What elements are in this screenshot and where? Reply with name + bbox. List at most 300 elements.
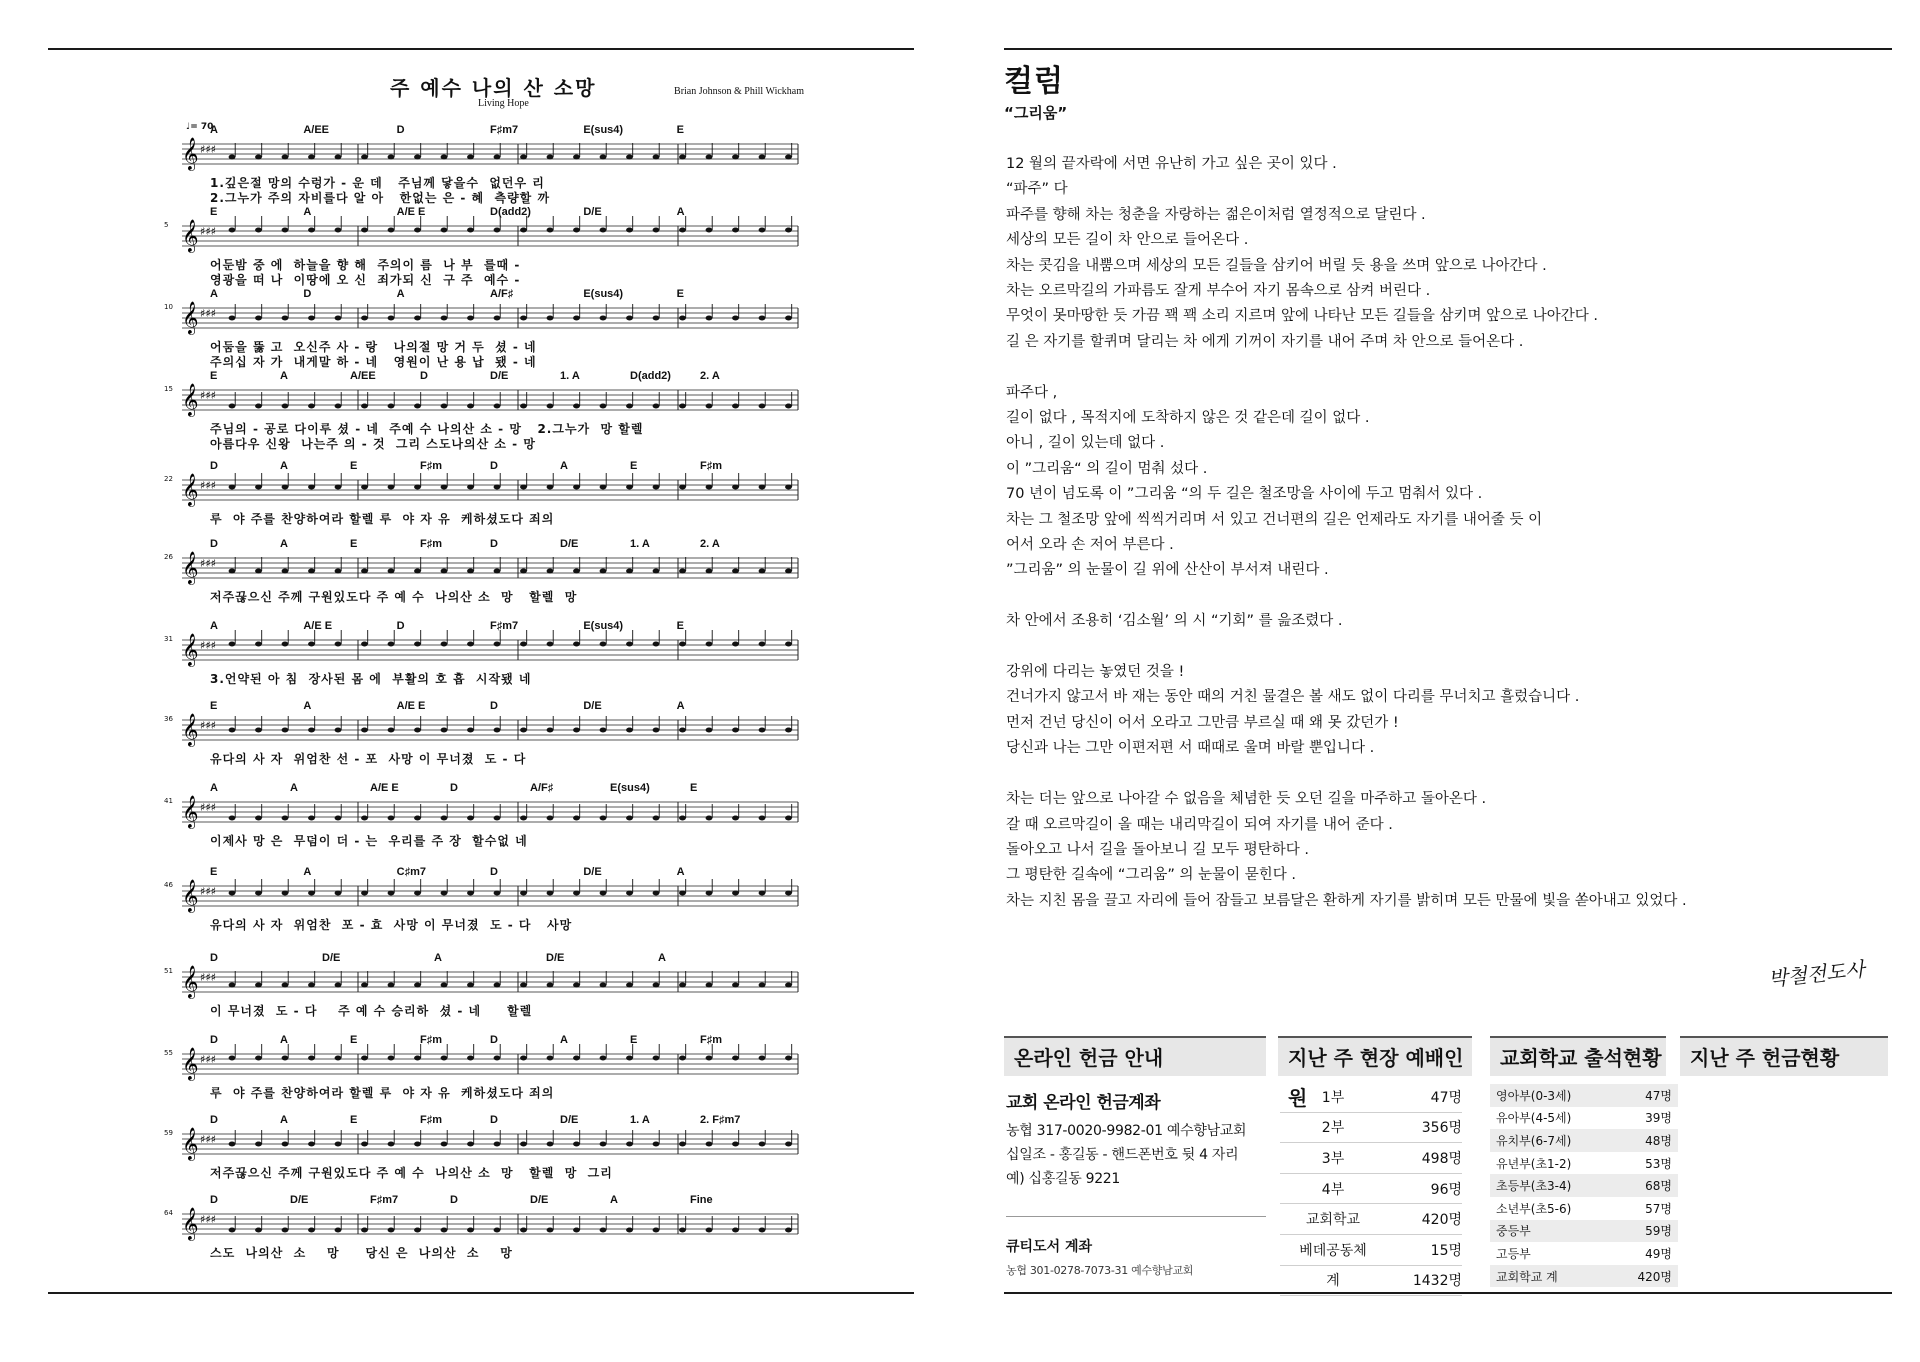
column-line: 길이 없다 , 목적지에 도착하지 않은 것 같은데 길이 없다 . xyxy=(1006,410,1370,427)
note-head xyxy=(573,316,580,321)
note-head xyxy=(600,642,607,647)
note-head xyxy=(414,228,421,233)
song-composer: Brian Johnson & Phill Wickham xyxy=(674,86,804,97)
note-head xyxy=(759,1142,766,1147)
note-head xyxy=(335,642,342,647)
note-head xyxy=(308,1142,315,1147)
measure-number: 41 xyxy=(164,797,173,805)
note-head xyxy=(494,228,501,233)
treble-clef-icon: 𝄞 xyxy=(182,473,199,506)
note-head xyxy=(706,728,713,733)
attendance-row xyxy=(1490,1174,1678,1197)
note-head xyxy=(308,642,315,647)
note-head xyxy=(441,816,448,821)
treble-clef-icon: 𝄞 xyxy=(182,1207,199,1240)
note-head xyxy=(361,485,368,490)
chord-symbol: D xyxy=(490,1114,498,1126)
lyric-line: 어둔밤 중 에 하늘을 향 해 주의이 름 나 부 를때 - xyxy=(210,258,521,272)
note-head xyxy=(573,983,580,988)
note-head xyxy=(229,404,236,409)
chord-symbol: A xyxy=(658,952,666,964)
note-head xyxy=(361,891,368,896)
measure-number: 36 xyxy=(164,715,173,723)
note-head xyxy=(494,569,501,574)
note-head xyxy=(361,569,368,574)
note-head xyxy=(282,404,289,409)
chord-symbol: E xyxy=(350,1114,358,1126)
chord-symbol: 2. A xyxy=(700,538,720,550)
attendance-count: 53명 xyxy=(1645,1156,1672,1171)
note-head xyxy=(308,891,315,896)
chord-symbol: D/E xyxy=(530,1194,549,1206)
chord-symbol: D(add2) xyxy=(490,206,531,218)
chord-symbol: 1. A xyxy=(560,370,580,382)
note-head xyxy=(573,642,580,647)
note-head xyxy=(229,485,236,490)
attendance-row xyxy=(1490,1242,1678,1265)
attendance-label: 4부 xyxy=(1280,1173,1386,1204)
attendance-row xyxy=(1280,1173,1462,1204)
note-head xyxy=(759,316,766,321)
music-system xyxy=(164,700,810,780)
note-head xyxy=(679,891,686,896)
chord-symbol: F♯m7 xyxy=(490,620,519,632)
note-head xyxy=(732,569,739,574)
note-head xyxy=(467,228,474,233)
note-head xyxy=(759,1056,766,1061)
note-head xyxy=(547,404,554,409)
note-head xyxy=(335,316,342,321)
note-head xyxy=(308,404,315,409)
chord-symbol: E xyxy=(350,1034,358,1046)
chord-symbol: F♯m xyxy=(420,1114,442,1126)
lyric-line: 2.그누가 주의 자비를다 알 아 한없는 은 - 혜 측량할 까 xyxy=(210,191,551,205)
chord-symbol: A/E E xyxy=(303,620,333,632)
column-line: 무엇이 못마땅한 듯 가끔 꽥 꽥 소리 지르며 앞에 나타난 모든 길들을 삼키며 앞으로 나아간다 . xyxy=(1006,308,1599,325)
note-head xyxy=(759,816,766,821)
note-head xyxy=(653,642,660,647)
note-head xyxy=(308,728,315,733)
chord-symbol: D/E xyxy=(546,952,565,964)
note-head xyxy=(679,728,686,733)
note-head xyxy=(282,1056,289,1061)
note-head xyxy=(732,228,739,233)
chord-symbol: Fine xyxy=(690,1194,713,1206)
column-line: 어서 오라 손 저어 부른다 . xyxy=(1006,537,1174,554)
top-rule-right xyxy=(1004,48,1892,50)
online-account-line: 농협 317-0020-9982-01 예수향남교회 xyxy=(1006,1123,1247,1139)
note-head xyxy=(229,228,236,233)
note-head xyxy=(520,1142,527,1147)
chord-symbol: F♯m7 xyxy=(370,1194,399,1206)
note-head xyxy=(335,1056,342,1061)
note-head xyxy=(255,404,262,409)
chord-symbol: D xyxy=(210,538,218,550)
note-head xyxy=(255,816,262,821)
lyric-line: 이 무너졌 도 - 다 주 예 수 승리하 셨 - 네 할렐 xyxy=(210,1004,533,1018)
attendance-label: 초등부(초3-4) xyxy=(1490,1174,1616,1197)
chord-symbol: E(sus4) xyxy=(583,288,624,300)
column-line: 70 년이 넘도록 이 ”그리움 “의 두 길은 철조망을 사이에 두고 멈춰서 있다 . xyxy=(1006,486,1483,503)
note-head xyxy=(229,569,236,574)
attendance-label: 교회학교 계 xyxy=(1490,1265,1616,1288)
chord-symbol: D/E xyxy=(322,952,341,964)
note-head xyxy=(547,1228,554,1233)
note-head xyxy=(785,1056,792,1061)
note-head xyxy=(547,228,554,233)
note-head xyxy=(361,228,368,233)
chord-symbol: D/E xyxy=(560,538,579,550)
chord-symbol: E xyxy=(350,538,358,550)
key-signature-icon: ♯♯♯ xyxy=(200,143,216,156)
song-title: 주 예수 나의 산 소망 xyxy=(390,76,597,100)
measure-number: 15 xyxy=(164,385,173,393)
note-head xyxy=(679,228,686,233)
note-head xyxy=(494,816,501,821)
music-system xyxy=(164,620,810,700)
chord-symbol: F♯m xyxy=(700,460,722,472)
chord-symbol: D/E xyxy=(583,206,602,218)
treble-clef-icon: 𝄞 xyxy=(182,219,199,252)
note-head xyxy=(282,316,289,321)
note-head xyxy=(653,728,660,733)
treble-clef-icon: 𝄞 xyxy=(182,301,199,334)
chord-symbol: D xyxy=(490,700,498,712)
note-head xyxy=(520,485,527,490)
column-body xyxy=(1006,152,1766,914)
note-head xyxy=(255,569,262,574)
note-head xyxy=(414,316,421,321)
measure-number: 64 xyxy=(164,1209,173,1217)
attendance-count: 47명 xyxy=(1386,1082,1462,1112)
staff xyxy=(170,1194,810,1244)
column-subtitle: “그리움” xyxy=(1004,104,1068,122)
note-head xyxy=(573,485,580,490)
note-head xyxy=(626,569,633,574)
attendance-row xyxy=(1280,1082,1462,1112)
chord-symbol: D/E xyxy=(583,700,602,712)
attendance-count: 420명 xyxy=(1386,1204,1462,1235)
music-system xyxy=(164,288,810,369)
note-head xyxy=(361,1142,368,1147)
chord-symbol: F♯m xyxy=(700,1034,722,1046)
note-head xyxy=(229,891,236,896)
attendance-label: 유년부(초1-2) xyxy=(1496,1156,1572,1171)
chord-symbol: F♯m xyxy=(420,460,442,472)
attendance-row xyxy=(1280,1265,1462,1296)
note-head xyxy=(706,1056,713,1061)
note-head xyxy=(785,642,792,647)
column-line: 이 ”그리움“ 의 길이 멈춰 섰다 . xyxy=(1006,460,1208,477)
chord-symbol: D/E xyxy=(290,1194,309,1206)
note-head xyxy=(441,228,448,233)
chord-symbol: A xyxy=(210,288,218,300)
key-signature-icon: ♯♯♯ xyxy=(200,1213,216,1226)
attendance-row xyxy=(1280,1112,1462,1143)
note-head xyxy=(547,891,554,896)
lyric-line: 저주끊으신 주께 구원있도다 주 예 수 나의산 소 망 할렐 망 그리 xyxy=(210,1166,613,1180)
note-head xyxy=(255,228,262,233)
chord-symbol: D xyxy=(490,538,498,550)
chord-symbol: A xyxy=(290,782,298,794)
chord-symbol: D xyxy=(210,952,218,964)
note-head xyxy=(732,404,739,409)
lyric-line: 루 야 주를 찬양하여라 할렐 루 야 자 유 케하셨도다 죄의 xyxy=(210,512,555,526)
column-line: 차는 지친 몸을 끌고 자리에 들어 잠들고 보름달은 환하게 자기를 밝히며 모든 만물에 빛을 쏟아내고 있었다 . xyxy=(1006,892,1687,909)
online-offering-box xyxy=(1006,1088,1266,1277)
note-head xyxy=(494,983,501,988)
chord-symbol: A/EE xyxy=(350,370,376,382)
note-head xyxy=(414,1142,421,1147)
attendance-count: 49명 xyxy=(1645,1246,1672,1261)
note-head xyxy=(600,1142,607,1147)
note-head xyxy=(467,1142,474,1147)
note-head xyxy=(335,404,342,409)
attendance-count: 356명 xyxy=(1386,1112,1462,1143)
attendance-row xyxy=(1490,1107,1678,1130)
staff xyxy=(170,782,810,832)
attendance-count: 39명 xyxy=(1645,1111,1672,1126)
note-head xyxy=(732,816,739,821)
tempo-marking: ♩= 70 xyxy=(186,122,214,132)
note-head xyxy=(494,891,501,896)
note-head xyxy=(520,1056,527,1061)
chord-symbol: A xyxy=(303,866,312,878)
music-system xyxy=(164,206,810,287)
column-line: 차는 더는 앞으로 나아갈 수 없음을 체념한 듯 오던 길을 마주하고 돌아온다 . xyxy=(1006,791,1487,808)
column-line: 차는 그 철조망 앞에 씩씩거리며 서 있고 건너편의 길은 언제라도 자기를 내어줄 듯 이 xyxy=(1006,511,1543,528)
note-head xyxy=(679,485,686,490)
column-line: 그 평탄한 길속에 “그리움” 의 눈물이 묻힌다 . xyxy=(1006,867,1297,884)
column-line: 길 은 자기를 할퀴며 달리는 차 에게 기꺼이 자기를 내어 주며 차 안으로 들어온다 . xyxy=(1006,333,1524,350)
chord-symbol: A xyxy=(303,206,312,218)
music-system xyxy=(164,1194,810,1274)
note-head xyxy=(679,642,686,647)
chord-symbol: E xyxy=(630,460,638,472)
chord-symbol: C♯m7 xyxy=(396,866,426,878)
chord-symbol: A xyxy=(676,700,685,712)
chord-symbol: 1. A xyxy=(630,538,650,550)
note-head xyxy=(732,642,739,647)
note-head xyxy=(388,1142,395,1147)
key-signature-icon: ♯♯♯ xyxy=(200,225,216,238)
attendance-label: 유아부(4-5세) xyxy=(1496,1111,1572,1126)
note-head xyxy=(785,728,792,733)
note-head xyxy=(467,642,474,647)
attendance-row xyxy=(1490,1220,1678,1243)
note-head xyxy=(255,728,262,733)
attendance-label: 교회학교 xyxy=(1280,1204,1386,1235)
treble-clef-icon: 𝄞 xyxy=(182,879,199,912)
note-head xyxy=(388,155,395,160)
note-head xyxy=(732,891,739,896)
note-head xyxy=(626,228,633,233)
treble-clef-icon: 𝄞 xyxy=(182,1047,199,1080)
note-head xyxy=(520,228,527,233)
offering-status-header: 지난 주 헌금현황 xyxy=(1680,1036,1888,1076)
chord-symbol: D xyxy=(396,124,405,136)
note-head xyxy=(759,728,766,733)
note-head xyxy=(388,983,395,988)
note-head xyxy=(229,1142,236,1147)
attendance-label: 영아부(0-3세) xyxy=(1490,1084,1616,1107)
note-head xyxy=(573,569,580,574)
column-line: 아니 , 길이 있는데 없다 . xyxy=(1006,435,1165,452)
attendance-row xyxy=(1490,1197,1678,1220)
chord-symbol: F♯m7 xyxy=(490,124,519,136)
note-head xyxy=(759,155,766,160)
attendance-count: 68명 xyxy=(1616,1174,1678,1197)
chord-symbol: E(sus4) xyxy=(610,782,650,794)
note-head xyxy=(282,816,289,821)
note-head xyxy=(785,1228,792,1233)
note-head xyxy=(759,891,766,896)
chord-symbol: E(sus4) xyxy=(583,620,624,632)
note-head xyxy=(361,404,368,409)
note-head xyxy=(494,155,501,160)
note-head xyxy=(600,228,607,233)
worship-attendance-header: 지난 주 현장 예배인원 xyxy=(1278,1036,1472,1076)
note-head xyxy=(785,485,792,490)
lyric-line: 1.깊은절 망의 수렁가 - 운 데 주님께 닿을수 없던우 리 xyxy=(210,176,545,190)
note-head xyxy=(759,1228,766,1233)
qt-account-heading: 큐티도서 계좌 xyxy=(1006,1239,1093,1255)
note-head xyxy=(706,983,713,988)
note-head xyxy=(626,316,633,321)
chord-symbol: 2. F♯m7 xyxy=(700,1114,741,1126)
note-head xyxy=(626,485,633,490)
music-system xyxy=(170,124,810,204)
note-head xyxy=(414,569,421,574)
note-head xyxy=(467,485,474,490)
note-head xyxy=(467,404,474,409)
music-system xyxy=(164,1114,810,1194)
measure-number: 22 xyxy=(164,475,173,483)
chord-symbol: A/E E xyxy=(370,782,399,794)
attendance-label: 3부 xyxy=(1280,1143,1386,1174)
attendance-count: 96명 xyxy=(1386,1173,1462,1204)
note-head xyxy=(229,1228,236,1233)
note-head xyxy=(308,316,315,321)
note-head xyxy=(255,155,262,160)
paragraph-gap xyxy=(1006,762,1766,787)
note-head xyxy=(785,1142,792,1147)
chord-symbol: E xyxy=(630,1034,638,1046)
note-head xyxy=(785,404,792,409)
chord-symbol: D xyxy=(420,370,428,382)
key-signature-icon: ♯♯♯ xyxy=(200,719,216,732)
note-head xyxy=(388,404,395,409)
note-head xyxy=(600,404,607,409)
chord-symbol: E xyxy=(350,460,358,472)
note-head xyxy=(573,728,580,733)
note-head xyxy=(600,983,607,988)
chord-symbol: A/E E xyxy=(396,700,426,712)
note-head xyxy=(467,983,474,988)
column-line: 건너가지 않고서 바 재는 동안 때의 거친 물결은 볼 새도 없이 다리를 무너치고 흘렀습니다 . xyxy=(1006,689,1580,706)
chord-symbol: F♯m xyxy=(420,1034,442,1046)
note-head xyxy=(308,983,315,988)
note-head xyxy=(520,891,527,896)
lyric-line: 주의십 자 가 내게말 하 - 네 영원이 난 용 납 됐 - 네 xyxy=(210,355,537,369)
key-signature-icon: ♯♯♯ xyxy=(200,557,216,570)
note-head xyxy=(467,891,474,896)
chord-symbol: D xyxy=(450,1194,458,1206)
note-head xyxy=(282,728,289,733)
note-head xyxy=(547,642,554,647)
note-head xyxy=(282,155,289,160)
note-head xyxy=(229,816,236,821)
note-head xyxy=(255,485,262,490)
lyric-line: 유다의 사 자 위엄찬 선 - 포 사망 이 무너졌 도 - 다 xyxy=(210,752,527,766)
note-head xyxy=(388,1056,395,1061)
note-head xyxy=(335,155,342,160)
note-head xyxy=(229,1056,236,1061)
note-head xyxy=(679,155,686,160)
note-head xyxy=(335,891,342,896)
note-head xyxy=(547,485,554,490)
note-head xyxy=(653,1142,660,1147)
note-head xyxy=(308,569,315,574)
note-head xyxy=(679,569,686,574)
note-head xyxy=(467,569,474,574)
note-head xyxy=(520,316,527,321)
note-head xyxy=(229,155,236,160)
chord-symbol: A/F♯ xyxy=(530,782,554,794)
note-head xyxy=(255,1056,262,1061)
note-head xyxy=(388,1228,395,1233)
note-head xyxy=(759,485,766,490)
music-system xyxy=(164,866,810,946)
paragraph-gap xyxy=(1006,355,1766,380)
paragraph-gap xyxy=(1006,635,1766,660)
chord-symbol: A xyxy=(210,124,218,136)
measure-number: 55 xyxy=(164,1049,173,1057)
attendance-count: 498명 xyxy=(1386,1143,1462,1174)
note-head xyxy=(494,404,501,409)
note-head xyxy=(282,485,289,490)
attendance-row xyxy=(1490,1152,1678,1175)
note-head xyxy=(361,316,368,321)
lyric-line: 주님의 - 공로 다이루 셨 - 네 주예 수 나의산 소 - 망 2.그누가 망 할렐 xyxy=(210,422,644,436)
treble-clef-icon: 𝄞 xyxy=(182,383,199,416)
note-head xyxy=(732,485,739,490)
note-head xyxy=(282,642,289,647)
online-account-line: 예) 십홍길동 9221 xyxy=(1006,1171,1121,1187)
divider xyxy=(1006,1216,1266,1217)
note-head xyxy=(494,1142,501,1147)
measure-number: 46 xyxy=(164,881,173,889)
note-head xyxy=(653,316,660,321)
note-head xyxy=(441,983,448,988)
note-head xyxy=(361,983,368,988)
chord-symbol: D xyxy=(303,288,312,300)
column-line: 파주다 , xyxy=(1006,384,1058,401)
note-head xyxy=(573,404,580,409)
note-head xyxy=(547,155,554,160)
note-head xyxy=(732,1142,739,1147)
qt-account-line: 농협 301-0278-7073-31 예수향남교회 xyxy=(1006,1264,1194,1277)
note-head xyxy=(547,1142,554,1147)
note-head xyxy=(600,728,607,733)
note-head xyxy=(494,316,501,321)
music-system xyxy=(164,1034,810,1114)
note-head xyxy=(467,316,474,321)
note-head xyxy=(653,1056,660,1061)
note-head xyxy=(414,155,421,160)
note-head xyxy=(732,728,739,733)
column-line: 갈 때 오르막길이 올 때는 내리막길이 되여 자기를 내어 준다 . xyxy=(1006,816,1393,833)
